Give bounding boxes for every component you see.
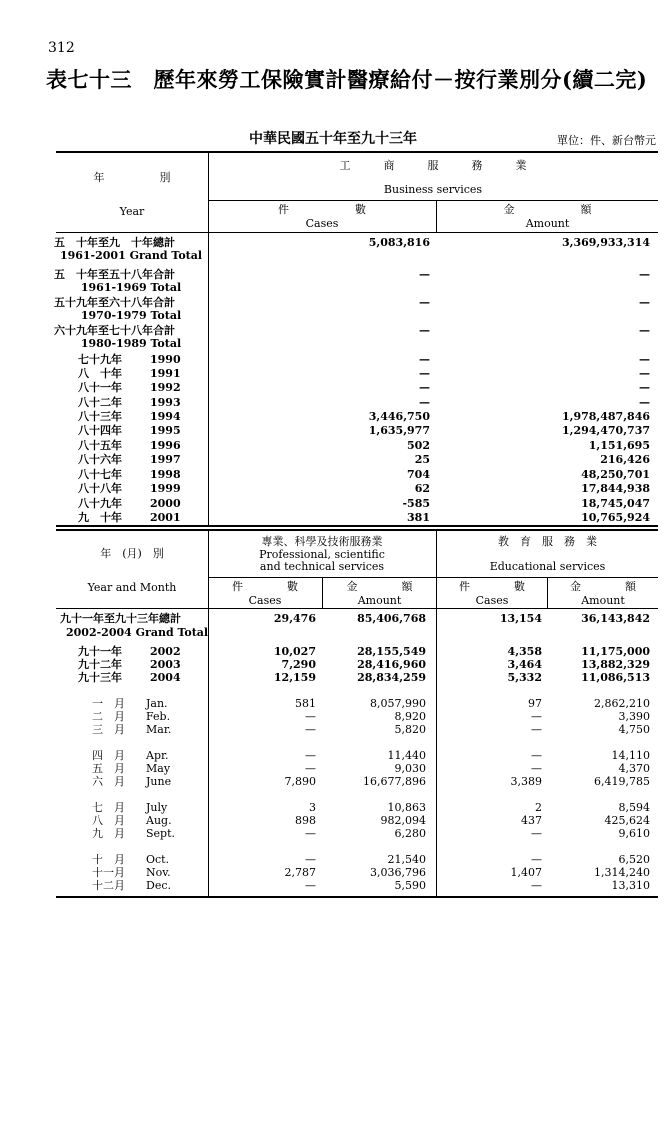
t2-group2-en: Educational services: [489, 560, 606, 573]
t1-amount-en: Amount: [525, 217, 570, 230]
t2-top-rule: [56, 529, 658, 531]
g1-amount-value: 9,030: [394, 762, 426, 775]
g2-amount-value: 1,314,240: [594, 866, 650, 879]
cases-value: —: [419, 324, 430, 337]
cases-value: —: [419, 367, 430, 380]
t2-year-col-zh: 年 (月) 別: [100, 547, 164, 560]
month-label-zh: 五 月: [92, 762, 125, 775]
cases-value: —: [419, 396, 430, 409]
g1-cases-value: —: [305, 710, 316, 723]
g2-amount-value: 6,419,785: [594, 775, 650, 788]
year-label: 2004: [150, 671, 181, 684]
amount-value: —: [639, 353, 650, 366]
g1-amount-value: 982,094: [380, 814, 426, 827]
amount-value: 18,745,047: [581, 497, 650, 510]
month-label-zh: 三 月: [92, 723, 125, 736]
row-label-zh: 五十九年至六十八年合計: [54, 296, 175, 309]
g2-cases-value: 13,154: [499, 612, 542, 625]
g1-cases-value: 581: [295, 697, 316, 710]
row-label-zh: 八十四年: [78, 424, 122, 437]
amount-value: 1,294,470,737: [561, 424, 650, 437]
row-label-zh: 八十五年: [78, 439, 122, 452]
t1-group-en: Business services: [383, 183, 483, 196]
g2-amount-value: 14,110: [611, 749, 650, 762]
month-label-zh: 十一月: [92, 866, 125, 879]
row-label-zh: 八十二年: [78, 396, 122, 409]
g1-cases-value: —: [305, 827, 316, 840]
row-label-zh: 五 十年至九 十年總計: [54, 236, 175, 249]
t2-g2-cases-en: Cases: [475, 594, 509, 607]
month-label-zh: 十 月: [92, 853, 125, 866]
g1-cases-value: 7,290: [281, 658, 316, 671]
g1-cases-value: —: [305, 853, 316, 866]
row-year: 1998: [150, 468, 181, 481]
t2-g1-cases-zh: 件 數: [232, 580, 298, 593]
t1-top-rule: [56, 151, 658, 153]
g1-cases-value: 2,787: [284, 866, 316, 879]
row-year: 2001: [150, 511, 181, 524]
g1-cases-value: —: [305, 762, 316, 775]
row-label-en: 1970-1979 Total: [80, 309, 182, 322]
t2-g1-amount-en: Amount: [357, 594, 402, 607]
g1-cases-value: 898: [295, 814, 316, 827]
month-label-en: Jan.: [146, 697, 168, 710]
g2-amount-value: 4,370: [618, 762, 650, 775]
cases-value: 3,446,750: [368, 410, 430, 423]
row-label-zh: 六十九年至七十八年合計: [54, 324, 175, 337]
g1-cases-value: —: [305, 723, 316, 736]
g1-amount-value: 3,036,796: [370, 866, 426, 879]
g2-cases-value: 437: [521, 814, 542, 827]
month-label-zh: 四 月: [92, 749, 125, 762]
row-year: 1994: [150, 410, 181, 423]
cases-value: —: [419, 381, 430, 394]
g2-cases-value: —: [531, 749, 542, 762]
g1-amount-value: 16,677,896: [363, 775, 426, 788]
g2-cases-value: —: [531, 762, 542, 775]
month-label-en: Apr.: [146, 749, 169, 762]
g1-amount-value: 11,440: [387, 749, 426, 762]
t1-group-zh: 工 商 服 務 業: [339, 159, 527, 172]
g1-cases-value: 3: [309, 801, 316, 814]
g1-cases-value: 7,890: [284, 775, 316, 788]
t2-g1-cases-en: Cases: [248, 594, 282, 607]
t1-amount-zh: 金 額: [503, 203, 592, 216]
total-label-en: 2002-2004 Grand Total: [66, 626, 209, 639]
g2-cases-value: 5,332: [507, 671, 542, 684]
g2-cases-value: 2: [535, 801, 542, 814]
unit-label: 單位：件、新台幣元: [557, 134, 656, 147]
amount-value: 216,426: [600, 453, 650, 466]
row-label-zh: 八 十年: [78, 367, 122, 380]
t2-group1-en2: and technical services: [259, 560, 385, 573]
cases-value: 5,083,816: [368, 236, 430, 249]
month-label-en: Dec.: [146, 879, 171, 892]
month-label-en: May: [146, 762, 171, 775]
month-label-en: Nov.: [146, 866, 171, 879]
g2-cases-value: —: [531, 723, 542, 736]
g2-amount-value: 425,624: [604, 814, 650, 827]
cases-value: —: [419, 296, 430, 309]
g1-amount-value: 8,057,990: [370, 697, 426, 710]
amount-value: 17,844,938: [581, 482, 650, 495]
g2-amount-value: 36,143,842: [581, 612, 650, 625]
g2-cases-value: 1,407: [510, 866, 542, 879]
row-year: 1995: [150, 424, 181, 437]
g1-cases-value: —: [305, 879, 316, 892]
g2-cases-value: —: [531, 853, 542, 866]
month-label-zh: 一 月: [92, 697, 125, 710]
g1-amount-value: 21,540: [387, 853, 426, 866]
t2-g1-amount-zh: 金 額: [346, 580, 413, 593]
row-label-en: 1961-1969 Total: [80, 281, 182, 294]
t1-cases-en: Cases: [305, 217, 339, 230]
month-label-zh: 十二月: [92, 879, 125, 892]
month-label-zh: 七 月: [92, 801, 125, 814]
month-label-en: July: [146, 801, 168, 814]
row-year: 2000: [150, 497, 181, 510]
row-label-en: 1980-1989 Total: [80, 337, 182, 350]
row-year: 1999: [150, 482, 181, 495]
month-label-zh: 八 月: [92, 814, 125, 827]
row-label-zh: 八十八年: [78, 482, 122, 495]
t1-year-col-en: Year: [119, 205, 145, 218]
g1-amount-value: 85,406,768: [357, 612, 426, 625]
g2-cases-value: 4,358: [507, 645, 542, 658]
g1-amount-value: 8,920: [394, 710, 426, 723]
amount-value: 1,151,695: [588, 439, 650, 452]
year-label: 2002: [150, 645, 181, 658]
g2-amount-value: 8,594: [618, 801, 650, 814]
amount-value: —: [639, 296, 650, 309]
amount-value: —: [639, 367, 650, 380]
g2-cases-value: 3,389: [510, 775, 542, 788]
row-label-zh: 七十九年: [78, 353, 122, 366]
g2-amount-value: 11,175,000: [581, 645, 650, 658]
month-label-en: Sept.: [146, 827, 176, 840]
g1-amount-value: 6,280: [394, 827, 426, 840]
row-label-en: 1961-2001 Grand Total: [59, 249, 203, 262]
amount-value: 48,250,701: [581, 468, 650, 481]
g2-amount-value: 13,882,329: [581, 658, 650, 671]
t2-group1-zh: 專業、科學及技術服務業: [261, 535, 383, 548]
t1-header-bottom: [56, 232, 658, 233]
total-label-zh: 九十一年至九十三年總計: [60, 612, 181, 625]
t1-group-rule: [208, 200, 658, 201]
g2-amount-value: 11,086,513: [581, 671, 650, 684]
cases-value: 25: [414, 453, 430, 466]
cases-value: 502: [407, 439, 430, 452]
t2-group1-en1: Professional, scientific: [259, 548, 385, 561]
g2-cases-value: —: [531, 827, 542, 840]
t1-year-col-zh: 年 別: [93, 171, 171, 184]
year-label-zh: 九十一年: [78, 645, 122, 658]
t2-g2-cases-zh: 件 數: [459, 580, 525, 593]
g1-amount-value: 10,863: [387, 801, 426, 814]
g2-cases-value: —: [531, 710, 542, 723]
year-label: 2003: [150, 658, 181, 671]
month-label-en: Feb.: [146, 710, 171, 723]
g1-cases-value: 10,027: [273, 645, 316, 658]
g2-cases-value: 97: [528, 697, 542, 710]
g2-cases-value: 3,464: [507, 658, 542, 671]
month-label-en: June: [146, 775, 172, 788]
year-label-zh: 九十三年: [78, 671, 122, 684]
g1-amount-value: 5,820: [394, 723, 426, 736]
t2-g2-amount-zh: 金 額: [570, 580, 636, 593]
t2-group2-zh: 教 育 服 務 業: [498, 535, 597, 548]
amount-value: —: [639, 268, 650, 281]
g2-amount-value: 4,750: [618, 723, 650, 736]
row-label-zh: 八十九年: [78, 497, 122, 510]
t2-bottom-rule: [56, 896, 658, 898]
t1-cases-zh: 件 數: [278, 203, 366, 216]
g1-amount-value: 5,590: [394, 879, 426, 892]
cases-value: 704: [407, 468, 430, 481]
page-title: 表七十三 歷年來勞工保險實計醫療給付－按行業別分(續二完): [46, 67, 648, 92]
g1-cases-value: —: [305, 749, 316, 762]
amount-value: —: [639, 324, 650, 337]
month-label-zh: 二 月: [92, 710, 125, 723]
row-year: 1991: [150, 367, 181, 380]
g1-amount-value: 28,834,259: [357, 671, 426, 684]
year-label-zh: 九十二年: [78, 658, 122, 671]
row-year: 1993: [150, 396, 181, 409]
row-label-zh: 五 十年至五十八年合計: [54, 268, 175, 281]
amount-value: —: [639, 396, 650, 409]
t1-bottom-rule: [56, 525, 658, 527]
amount-value: 10,765,924: [581, 511, 650, 524]
cases-value: 62: [414, 482, 430, 495]
table-subtitle: 中華民國五十年至九十三年: [249, 131, 417, 147]
row-year: 1990: [150, 353, 181, 366]
row-label-zh: 九 十年: [78, 511, 122, 524]
g1-cases-value: 12,159: [273, 671, 316, 684]
g2-amount-value: 13,310: [611, 879, 650, 892]
amount-value: 3,369,933,314: [561, 236, 650, 249]
t2-g2-amount-en: Amount: [581, 594, 625, 607]
t2-year-col-en: Year and Month: [87, 581, 177, 594]
month-label-zh: 六 月: [92, 775, 125, 788]
row-year: 1997: [150, 453, 181, 466]
row-label-zh: 八十一年: [78, 381, 122, 394]
t2-group-rule: [208, 577, 658, 578]
g1-amount-value: 28,155,549: [357, 645, 426, 658]
row-year: 1992: [150, 381, 181, 394]
g2-amount-value: 6,520: [618, 853, 650, 866]
row-year: 1996: [150, 439, 181, 452]
row-label-zh: 八十三年: [78, 410, 122, 423]
month-label-zh: 九 月: [92, 827, 125, 840]
t2-header-bottom: [56, 608, 658, 609]
row-label-zh: 八十七年: [78, 468, 122, 481]
cases-value: -585: [402, 497, 430, 510]
cases-value: —: [419, 268, 430, 281]
cases-value: 381: [407, 511, 430, 524]
g2-amount-value: 9,610: [618, 827, 650, 840]
cases-value: 1,635,977: [368, 424, 430, 437]
amount-value: 1,978,487,846: [561, 410, 650, 423]
month-label-en: Aug.: [146, 814, 172, 827]
month-label-en: Oct.: [146, 853, 170, 866]
page-number: 312: [48, 40, 75, 56]
g2-cases-value: —: [531, 879, 542, 892]
amount-value: —: [639, 381, 650, 394]
g1-amount-value: 28,416,960: [357, 658, 426, 671]
cases-value: —: [419, 353, 430, 366]
row-label-zh: 八十六年: [78, 453, 122, 466]
g2-amount-value: 3,390: [618, 710, 650, 723]
g1-cases-value: 29,476: [273, 612, 316, 625]
g2-amount-value: 2,862,210: [594, 697, 650, 710]
month-label-en: Mar.: [146, 723, 172, 736]
